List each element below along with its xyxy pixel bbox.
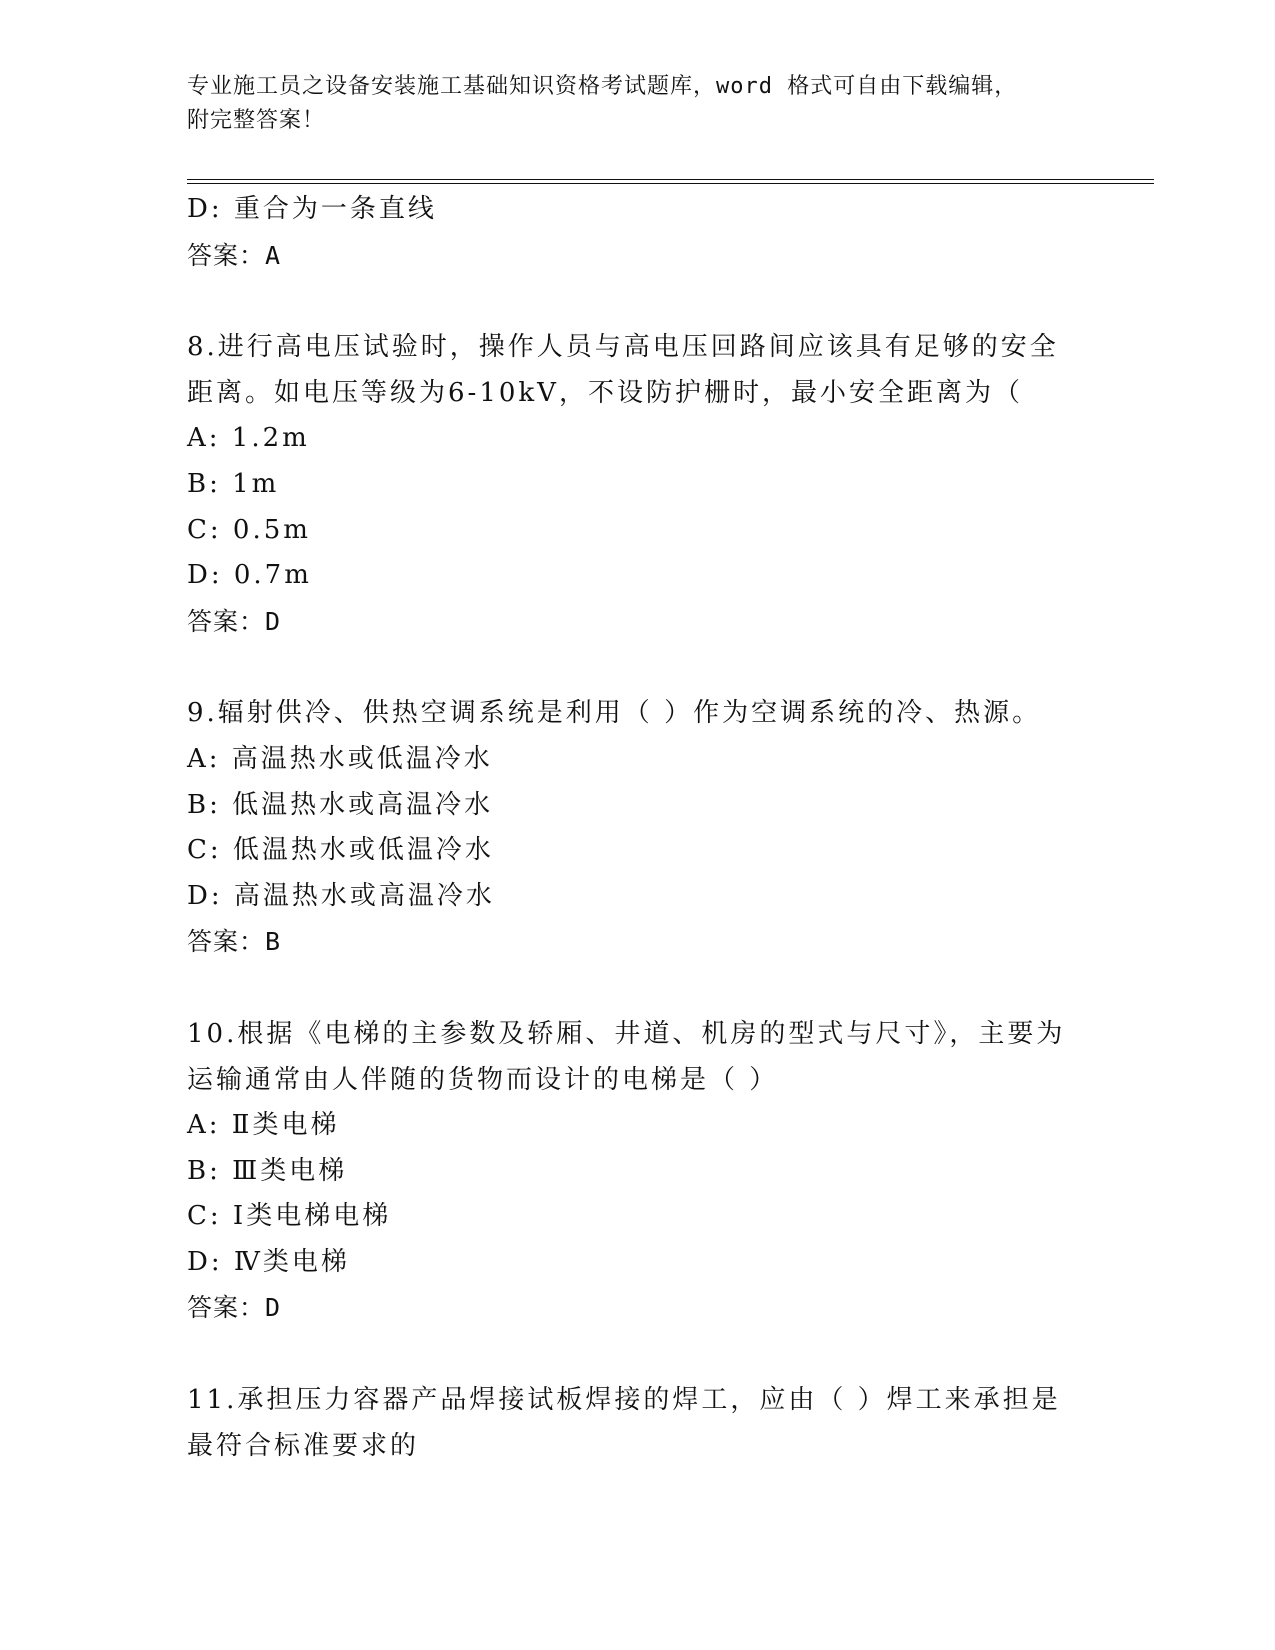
- question-stem-line: 运输通常由人伴随的货物而设计的电梯是（ ）: [187, 1064, 779, 1095]
- option-b: B: Ⅲ类电梯: [187, 1155, 348, 1186]
- option-d: D: 重合为一条直线: [187, 194, 437, 224]
- question-stem-line: 11.承担压力容器产品焊接试板焊接的焊工，应由（ ）焊工来承担是: [187, 1385, 1061, 1416]
- question-stem-line: 8.进行高电压试验时，操作人员与高电压回路间应该具有足够的安全: [187, 332, 1059, 363]
- spacer: [187, 278, 1087, 325]
- header-line-2: 附完整答案！: [187, 108, 326, 133]
- header-line-1: 专业施工员之设备安装施工基础知识资格考试题库，word 格式可自由下载编辑，: [187, 74, 1018, 99]
- answer-line: 答案：D: [187, 606, 282, 636]
- question-11: [187, 1378, 1087, 1469]
- option-a: A: Ⅱ类电梯: [187, 1110, 340, 1141]
- header-divider-top: [187, 179, 1154, 180]
- option-a: A: 1.2m: [187, 423, 310, 454]
- document-header: [187, 70, 1067, 138]
- option-b: B: 低温热水或高温冷水: [187, 789, 494, 820]
- question-stem-line: 距离。如电压等级为6-10kV，不设防护栅时，最小安全距离为（: [187, 377, 1023, 408]
- question-9: [187, 691, 1087, 965]
- question-stem-line: 9.辐射供冷、供热空调系统是利用（ ）作为空调系统的冷、热源。: [187, 698, 1042, 729]
- option-d: D: 0.7m: [187, 560, 312, 591]
- answer-line: 答案：A: [187, 240, 282, 270]
- question-stem-line: 最符合标准要求的: [187, 1430, 420, 1461]
- question-10: [187, 1012, 1087, 1331]
- option-d: D: 高温热水或高温冷水: [187, 880, 495, 911]
- option-d: D: Ⅳ类电梯: [187, 1246, 350, 1277]
- option-c: C: 低温热水或低温冷水: [187, 835, 494, 866]
- header-divider-bottom: [187, 183, 1154, 184]
- question-8: [187, 325, 1087, 644]
- option-c: C: Ⅰ类电梯电梯: [187, 1201, 392, 1232]
- option-b: B: 1m: [187, 468, 280, 499]
- answer-line: 答案：B: [187, 927, 282, 957]
- question-stem-line: 10.根据《电梯的主参数及轿厢、井道、机房的型式与尺寸》，主要为: [187, 1018, 1066, 1049]
- option-c: C: 0.5m: [187, 514, 311, 545]
- question-list: [187, 187, 1087, 1469]
- spacer: [187, 644, 1087, 691]
- option-a: A: 高温热水或低温冷水: [187, 743, 493, 774]
- spacer: [187, 965, 1087, 1012]
- spacer: [187, 1331, 1087, 1378]
- previous-question-tail: [187, 187, 1087, 278]
- answer-line: 答案：D: [187, 1293, 282, 1323]
